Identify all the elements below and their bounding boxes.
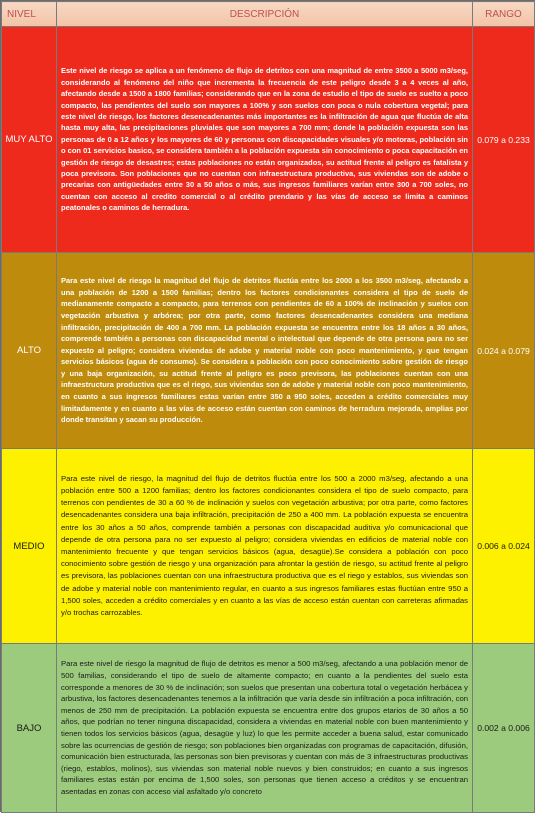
level-range: 0.002 a 0.006 [473,644,535,813]
header-descripcion: DESCRIPCIÓN [57,2,473,27]
level-description: Para este nivel de riesgo, la magnitud del flujo de detritos fluctúa entre los 500 a 2000 m3/seg, afectando a una población entre 500 a 1200 familias; dentro los factores condicionantes considera el tipo de suelo compacto, para terrenos con pendientes de 30 a 60 % de inclinación y suelos con vegetación arbustiva; por otra parte, como factores desencadenantes considera una baja infiltración, precipitación de 250 a 400 mm. La población expuesta se encuentra entre los 30 años a 50 años, comprende también a personas con discapacidad auditiva y/o comunicacional que depende de otra persona para no ser expuesto al peligro; considera viviendas en edificios de material noble con mantenimiento frecuente y que tengan servicios básicos (agua, desagüe).Se considera a población con poco conocimiento sobre gestión de riesgo y una organización para afrontar la gestión de riesgo, su actitud frente al peligro es previsora, las poblaciones cuentan con una infraestructura productiva que es el riego y establos, sus viviendas son de adobe y material noble con mantenimiento regular, en cuanto a sus ingresos familiares estas fluctúan entre 950 a 1,500 soles, acceden a crédito comerciales y en cuanto a las vías de acceso están cuentan con carreteras afirmadas y/o trochas carrozables. [57,449,473,644]
level-label: ALTO [2,253,57,449]
level-range: 0.006 a 0.024 [473,449,535,644]
table-header-row [2,2,535,27]
risk-level-table [1,1,535,813]
level-range: 0.079 a 0.233 [473,27,535,253]
row-alto [2,253,535,449]
level-description: Para este nivel de riesgo la magnitud del flujo de detritos fluctúa entre los 2000 a los 3500 m3/seg, afectando a una población de 1200 a 1500 familias; dentro los factores condicionantes considera el tipo de suelo de medianamente compacto a compacto, para terrenos con pendientes de 60 a 100% de inclinación y suelos con vegetación arbustiva y arbórea; por otra parte, como factores desencadenantes considera una mediana infiltración, precipitación de 400 a 700 mm. La población expuesta se encuentra entre los 18 años a 30 años, comprende también a personas con discapacidad mental o intelectual que depende de otra persona para no ser expuesto al peligro; considera viviendas de adobe y material noble con poco mantenimiento, y que tengan servicios básicos (agua de consumo). Se considera a población con poco conocimiento sobre gestión de riesgo y una baja organización, su actitud frente al peligro es poco previsora, las poblaciones cuentan con una infraestructura productiva que es el riego, sus viviendas son de adobe y material noble con poco mantenimiento, en cuanto a sus ingresos familiares estas varían entre 350 a 950 soles, acceden a crédito comerciales muy limitadamente y en cuanto a las vías de acceso están cuentan con caminos de herradura mejorada, amplias por donde transitan y sacan su producción. [57,253,473,449]
level-range: 0.024 a 0.079 [473,253,535,449]
header-rango: RANGO [473,2,535,27]
row-bajo [2,644,535,813]
row-muy-alto [2,27,535,253]
row-medio [2,449,535,644]
level-label: MEDIO [2,449,57,644]
level-label: BAJO [2,644,57,813]
level-description: Este nivel de riesgo se aplica a un fenómeno de flujo de detritos con una magnitud de entre 3500 a 5000 m3/seg, considerando al fenómeno del niño que incrementa la frecuencia de este peligro desde 3 a 4 veces al año, afectando desde a 1500 a 1800 familias; considerando que en la zona de estudio el tipo de suelo es suelto a poco compacto, las pendientes del suelo son mayores a 100% y son suelos con poca o nula cobertura vegetal; para este nivel de riesgo, los factores desencadenantes más importantes es la infiltración de agua que fluctúa de alta hasta muy alta, las precipitaciones pluviales que son mayores a 700 mm; donde la población expuesta son las personas de 0 a 12 años y los mayores de 60 y personas con discapacidades visuales y/o motoras, población sin o con 01 servicios basico, se considera también a la población expuesta sin conocimiento o poca capacitación en gestión de riesgo de desastres; estas poblaciones no están organizados, su actitud frente al peligro es fatalista y poca previsora. Son poblaciones que no cuentan con infraestructura productiva, sus viviendas son de adobe o precarias con antigüedades entre 30 a 50 años o más, sus ingresos familiares varían entre 300 a 700 soles, no cuentan con acceso al credito comercial o al crédito prendario y las vías de acceso se limita a caminos peatonales o caminos de herradura. [57,27,473,253]
header-nivel: NIVEL [2,2,57,27]
level-description: Para este nivel de riesgo la magnitud de flujo de detritos es menor a 500 m3/seg, afectando a una población menor de 500 familias, considerando el tipo de suelo de altamente compacto; en cuanto a la pendientes del suelo esta corresponde a menores de 30 % de inclinación; son suelos que presentan una cobertura total o vegetación herbácea y arbustiva, los factores desencadenantes tenemos a la infiltración que varía desde sin infiltración a poca infiltración, con menos de 250 mm de precipitación. La población expuesta se encuentra entre dos grupos etarios de 30 años a 50 años, que podrían no tener ninguna discapacidad, considera a viviendas en material noble con buen mantenimiento y tienen todos los servicios básicos (agua, desagüe y luz) lo que les permite acceder a buena salud, estar comunicado sobre las ocurrencias de gestión de riesgo; son poblaciones bien organizadas con programas de capacitación, difusión, comunicación bien estructurada, las personas son bien previsoras y cuentan con más de 3 infraestructuras productivas (riego, establos, molinos), sus viviendas son material noble nuevos y bien construidos; en cuanto a sus ingresos familiares estas están por encima de 1,500 soles, son personas que tienen acceso a créditos y se encuentran asentadas en zonas con acceso vial asfaltado y/o concreto [57,644,473,813]
level-label: MUY ALTO [2,27,57,253]
